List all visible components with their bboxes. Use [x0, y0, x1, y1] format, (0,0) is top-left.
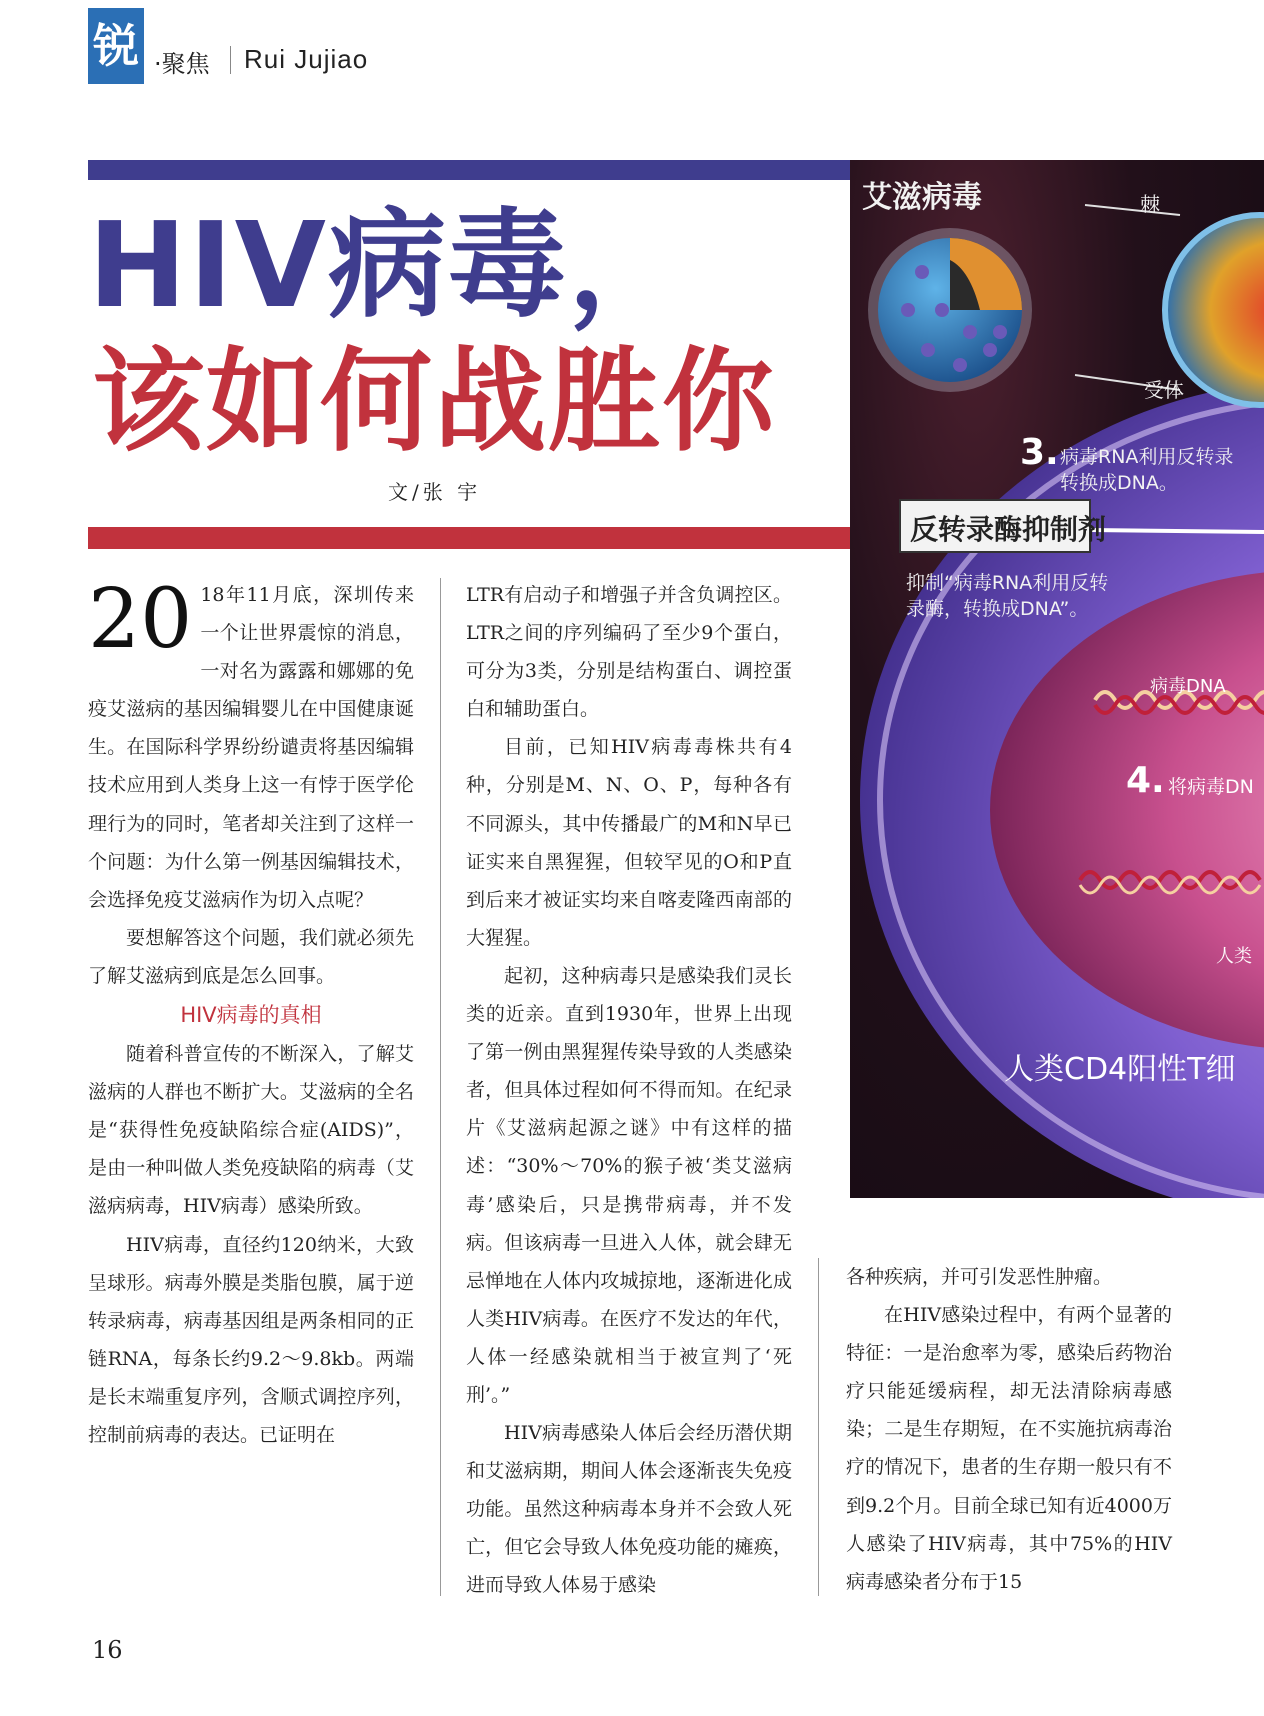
step3-number: 3. [1020, 432, 1059, 473]
drop-cap: 20 [88, 572, 193, 667]
label-spike: 棘 [1140, 192, 1160, 216]
article-title-line2: 该如何战胜你 [92, 337, 776, 467]
section-subheading: HIV病毒的真相 [180, 1003, 322, 1028]
paragraph: HIV病毒，直径约120纳米，大致呈球形。病毒外膜是类脂包膜，属于逆转录病毒，病毒基因组是两条相同的正链RNA，每条长约9.2～9.8kb。两端是长末端重复序列，含顺式调控序列，控制前病毒的表达。已证明在 [88, 1233, 414, 1446]
step4-number: 4. [1126, 760, 1165, 801]
paragraph: 随着科普宣传的不断深入，了解艾滋病的人群也不断扩大。艾滋病的全名是“获得性免疫缺陷综合症(AIDS)”，是由一种叫做人类免疫缺陷的病毒（艾滋病病毒，HIV病毒）感染所致。 [88, 1043, 414, 1218]
label-virus: 艾滋病毒 [862, 180, 982, 215]
byline: 文/张 宇 [388, 480, 482, 504]
section-badge: 锐 [88, 8, 144, 84]
paragraph: 在HIV感染过程中，有两个显著的特征：一是治愈率为零，感染后药物治疗只能延缓病程，却无法清除病毒感染；二是生存期短，在不实施抗病毒治疗的情况下，患者的生存期一般只有不到9.2个月。目前全球已知有近4000万人感染了HIV病毒，其中75%的HIV病毒感染者分布于15 [846, 1304, 1172, 1593]
virus-particle-shape [868, 228, 1032, 392]
title-bar-top [88, 160, 850, 180]
label-receptor: 受体 [1144, 378, 1184, 402]
text-column-3 [846, 1258, 1172, 1601]
hiv-infection-illustration [850, 160, 1264, 1198]
inhibitor-box-label: 反转录酶抑制剂 [910, 513, 1107, 546]
column-rule [818, 1258, 819, 1596]
column-rule [440, 578, 441, 1596]
paragraph: HIV病毒感染人体后会经历潜伏期和艾滋病期，期间人体会逐渐丧失免疫功能。虽然这种病毒本身并不会致人死亡，但它会导致人体免疫功能的瘫痪，进而导致人体易于感染 [466, 1422, 792, 1597]
text-column-1 [88, 572, 414, 1454]
step3-text-line2: 转换成DNA。 [1060, 472, 1178, 494]
paragraph [88, 572, 414, 919]
article-title-line1: HIV病毒， [88, 196, 688, 334]
title-bar-bottom [88, 527, 850, 549]
paragraph: 目前，已知HIV病毒毒株共有4种，分别是M、N、O、P，每种各有不同源头，其中传播最广的M和N早已证实来自黑猩猩，但较罕见的O和P直到后来才被证实均来自喀麦隆西南部的大猩猩。 [466, 736, 792, 949]
header-divider [230, 46, 231, 74]
paragraph: 起初，这种病毒只是感染我们灵长类的近亲。直到1930年，世界上出现了第一例由黑猩猩传染导致的人类感染者，但具体过程如何不得而知。在纪录片《艾滋病起源之谜》中有这样的描述：“30%～70%的猴子被‘类艾滋病毒’感染后，只是携带病毒，并不发病。但该病毒一旦进入人体，就会肆无忌惮地在人体内攻城掠地，逐渐进化成人类HIV病毒。在医疗不发达的年代，人体一经感染就相当于被宣判了‘死刑’。” [466, 964, 792, 1406]
step4-text: 将病毒DN [1168, 776, 1254, 798]
step3-text-line1: 病毒RNA利用反转录 [1060, 446, 1234, 468]
paragraph: 要想解答这个问题，我们就必须先了解艾滋病到底是怎么回事。 [88, 926, 414, 987]
page-number: 16 [92, 1636, 123, 1664]
section-name: ·聚焦 [154, 50, 210, 78]
paragraph-text: 18年11月底，深圳传来一个让世界震惊的消息，一对名为露露和娜娜的免疫艾滋病的基因编辑婴儿在中国健康诞生。在国际科学界纷纷谴责将基因编辑技术应用到人类身上这一有悖于医学伦理行为的同时，笔者却关注到了这样一个问题：为什么第一例基因编辑技术，会选择免疫艾滋病作为切入点呢？ [88, 584, 414, 911]
paragraph: 各种疾病，并可引发恶性肿瘤。 [846, 1266, 1113, 1288]
text-column-2 [466, 576, 792, 1605]
label-viral-dna: 病毒DNA [1150, 676, 1226, 697]
inhibitor-desc-line1: 抑制“病毒RNA利用反转 [906, 572, 1109, 594]
paragraph: LTR有启动子和增强子并含负调控区。LTR之间的序列编码了至少9个蛋白，可分为3类，分别是结构蛋白、调控蛋白和辅助蛋白。 [466, 584, 792, 721]
label-cd4-t-cell: 人类CD4阳性T细 [1004, 1052, 1236, 1087]
inhibitor-desc-line2: 录酶，转换成DNA”。 [906, 598, 1089, 620]
section-english-name: Rui Jujiao [244, 44, 369, 74]
label-human: 人类 [1216, 946, 1252, 967]
